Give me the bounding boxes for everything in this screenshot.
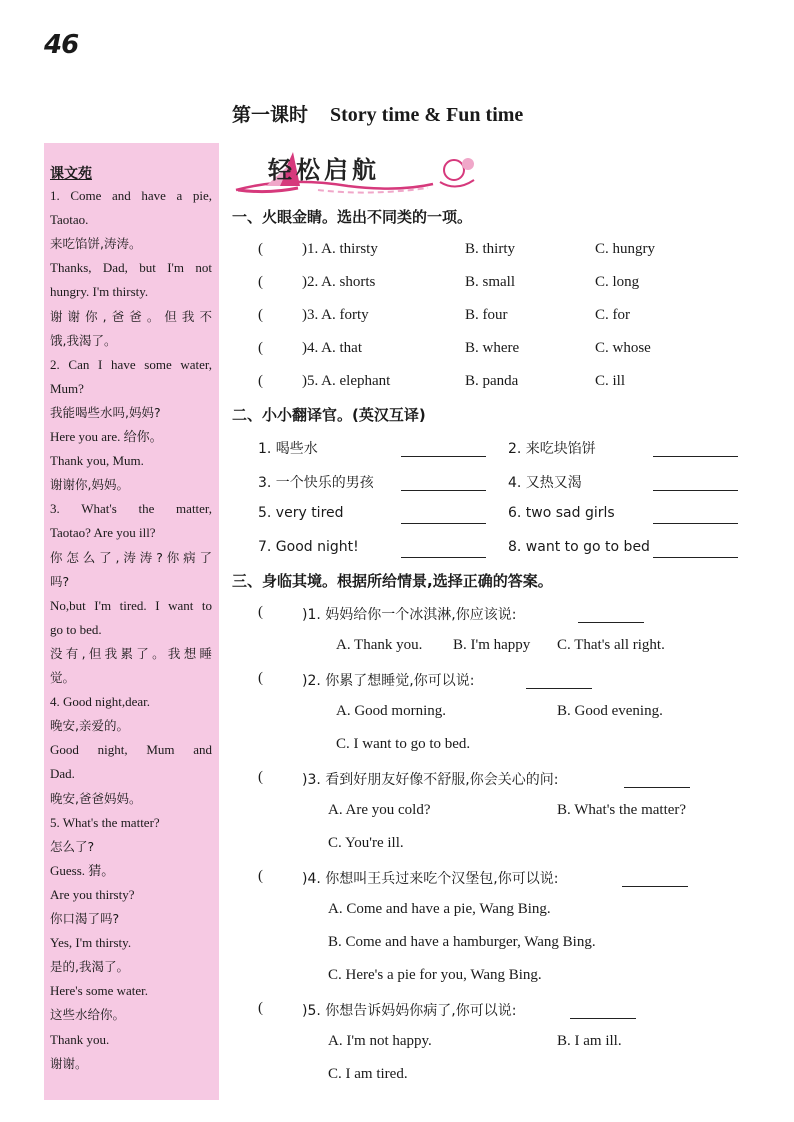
- sidebar-line: No,but I'm tired. I want to: [50, 597, 212, 613]
- sidebar-zigzag-edge: [214, 143, 224, 1100]
- q2-blank-2[interactable]: [653, 456, 738, 457]
- q1-3-option-c: C. for: [595, 307, 630, 323]
- sidebar-line: Here you are. 给你。: [50, 429, 163, 444]
- q3-4-blank[interactable]: [622, 886, 688, 887]
- sidebar-line: Dad.: [50, 766, 75, 782]
- q3-5-option-c: C. I am tired.: [328, 1066, 408, 1082]
- q3-4-option-a: A. Come and have a pie, Wang Bing.: [328, 901, 551, 917]
- q3-2-option-a: A. Good morning.: [336, 703, 446, 719]
- sidebar-line: 2. Can I have some water,: [50, 356, 212, 372]
- q1-5-option-c: C. ill: [595, 373, 626, 389]
- answer-paren[interactable]: (: [258, 769, 263, 785]
- section2-heading: 二、小小翻译官。(英汉互译): [232, 406, 426, 424]
- sidebar-line: 来吃馅饼,涛涛。: [50, 236, 142, 252]
- lesson-title-zh: 第一课时: [232, 104, 309, 126]
- q3-2-stem: )2. 你累了想睡觉,你可以说:: [302, 673, 475, 689]
- q2-item-2: 2. 来吃块馅饼: [508, 441, 596, 457]
- answer-paren[interactable]: (: [258, 241, 263, 257]
- sidebar-line: Good night, Mum and: [50, 742, 212, 758]
- q3-3-blank[interactable]: [624, 787, 690, 788]
- q3-4-option-c: C. Here's a pie for you, Wang Bing.: [328, 967, 542, 983]
- q1-3-option-a: )3. A. forty: [302, 307, 369, 323]
- q1-3-option-b: B. four: [465, 307, 508, 323]
- q3-5-option-b: B. I am ill.: [557, 1033, 622, 1049]
- sidebar-line: 没有,但我累了。我想睡: [50, 645, 212, 661]
- sidebar-line: Yes, I'm thirsty.: [50, 935, 132, 951]
- lesson-title-en: Story time & Fun time: [330, 104, 524, 126]
- q3-5-stem: )5. 你想告诉妈妈你病了,你可以说:: [302, 1003, 517, 1019]
- q3-3-stem: )3. 看到好朋友好像不舒服,你会关心的问:: [302, 772, 559, 788]
- q1-1-option-c: C. hungry: [595, 241, 655, 257]
- q2-item-6: 6. two sad girls: [508, 505, 615, 521]
- q2-blank-8[interactable]: [653, 557, 738, 558]
- q3-2-option-b: B. Good evening.: [557, 703, 663, 719]
- answer-paren[interactable]: (: [258, 670, 263, 686]
- lesson-title: [232, 100, 523, 127]
- sidebar-line: 觉。: [50, 670, 76, 685]
- sidebar-line: 1. Come and have a pie,: [50, 188, 212, 203]
- sidebar-line: Mum?: [50, 380, 84, 396]
- sidebar-line: 4. Good night,dear.: [50, 694, 151, 710]
- q3-4-option-b: B. Come and have a hamburger, Wang Bing.: [328, 934, 596, 950]
- q3-1-option-a: A. Thank you.: [336, 637, 423, 653]
- q2-item-1: 1. 喝些水: [258, 441, 318, 457]
- q3-5-blank[interactable]: [570, 1018, 636, 1019]
- sidebar-line: Are you thirsty?: [50, 886, 135, 902]
- sidebar-line: 谢谢你,爸爸。但我不: [50, 308, 212, 324]
- sidebar-line: Here's some water.: [50, 983, 149, 999]
- q1-2-option-a: )2. A. shorts: [302, 274, 376, 290]
- q3-3-option-c: C. You're ill.: [328, 835, 404, 851]
- sidebar-line: 你口渴了吗?: [50, 911, 120, 926]
- banner-title: 轻松启航: [268, 155, 380, 184]
- sidebar-title: 课文苑: [50, 166, 92, 182]
- q1-5-option-b: B. panda: [465, 373, 519, 389]
- q3-5-option-a: A. I'm not happy.: [328, 1033, 432, 1049]
- q3-1-blank[interactable]: [578, 622, 644, 623]
- sidebar-line: go to bed.: [50, 621, 102, 637]
- q2-blank-4[interactable]: [653, 490, 738, 491]
- sidebar-line: Thanks, Dad, but I'm not: [50, 260, 212, 276]
- q3-3-option-a: A. Are you cold?: [328, 802, 431, 818]
- sidebar-line: 饿,我渴了。: [50, 332, 117, 348]
- q1-2-option-c: C. long: [595, 274, 640, 290]
- q2-blank-3[interactable]: [401, 490, 486, 491]
- sidebar-line: 晚安,爸爸妈妈。: [50, 790, 142, 806]
- q2-blank-5[interactable]: [401, 523, 486, 524]
- q3-1-option-b: B. I'm happy: [453, 637, 531, 653]
- section3-heading: 三、身临其境。根据所给情景,选择正确的答案。: [232, 572, 553, 590]
- sidebar-line: 吗?: [50, 573, 70, 589]
- q3-4-stem: )4. 你想叫王兵过来吃个汉堡包,你可以说:: [302, 871, 559, 887]
- q1-2-option-b: B. small: [465, 274, 516, 290]
- sidebar-line: 你怎么了,涛涛?你病了: [50, 549, 212, 565]
- page-number: 46: [44, 30, 79, 60]
- answer-paren[interactable]: (: [258, 274, 263, 290]
- sidebar-line: 我能喝些水吗,妈妈?: [50, 404, 161, 420]
- q1-4-option-a: )4. A. that: [302, 340, 362, 356]
- q1-1-option-b: B. thirty: [465, 241, 516, 257]
- sidebar-line: Taotao.: [50, 212, 89, 228]
- sidebar-line: 是的,我渴了。: [50, 959, 129, 975]
- q1-4-option-c: C. whose: [595, 340, 651, 356]
- q2-blank-7[interactable]: [401, 557, 486, 558]
- q1-4-option-b: B. where: [465, 340, 520, 356]
- sidebar-line: 怎么了?: [50, 838, 95, 854]
- q2-item-5: 5. very tired: [258, 505, 344, 521]
- sidebar-line: Thank you, Mum.: [50, 453, 144, 469]
- sidebar-line: 3. What's the matter,: [50, 501, 212, 517]
- sidebar-line: 晚安,亲爱的。: [50, 718, 129, 734]
- sidebar-line: Taotao? Are you ill?: [50, 525, 156, 541]
- sidebar-line: 5. What's the matter?: [50, 814, 160, 830]
- sidebar-line: hungry. I'm thirsty.: [50, 284, 149, 300]
- q2-item-7: 7. Good night!: [258, 538, 359, 555]
- q3-1-stem: )1. 妈妈给你一个冰淇淋,你应该说:: [302, 607, 517, 623]
- section1-heading: 一、火眼金睛。选出不同类的一项。: [232, 208, 473, 226]
- sidebar-line: 谢谢。: [50, 1055, 88, 1071]
- sidebar-line: Guess. 猜。: [50, 862, 115, 878]
- q3-2-option-c: C. I want to go to bed.: [336, 736, 471, 752]
- q3-3-option-b: B. What's the matter?: [557, 802, 687, 818]
- q2-blank-1[interactable]: [401, 456, 486, 457]
- q2-item-3: 3. 一个快乐的男孩: [258, 474, 374, 491]
- answer-paren[interactable]: (: [258, 868, 263, 884]
- q1-1-option-a: )1. A. thirsty: [302, 241, 378, 257]
- answer-paren[interactable]: (: [258, 373, 263, 389]
- sidebar-line: 谢谢你,妈妈。: [50, 477, 129, 493]
- q3-1-option-c: C. That's all right.: [557, 637, 665, 653]
- q2-item-4: 4. 又热又渴: [508, 474, 582, 491]
- answer-paren[interactable]: (: [258, 340, 263, 356]
- q3-2-blank[interactable]: [526, 688, 592, 689]
- q2-blank-6[interactable]: [653, 523, 738, 524]
- q1-5-option-a: )5. A. elephant: [302, 373, 391, 389]
- answer-paren[interactable]: (: [258, 1000, 263, 1016]
- answer-paren[interactable]: (: [258, 604, 263, 620]
- answer-paren[interactable]: (: [258, 307, 263, 323]
- sidebar-line: Thank you.: [50, 1031, 110, 1047]
- q2-item-8: 8. want to go to bed: [508, 538, 650, 555]
- sidebar-line: 这些水给你。: [50, 1007, 126, 1023]
